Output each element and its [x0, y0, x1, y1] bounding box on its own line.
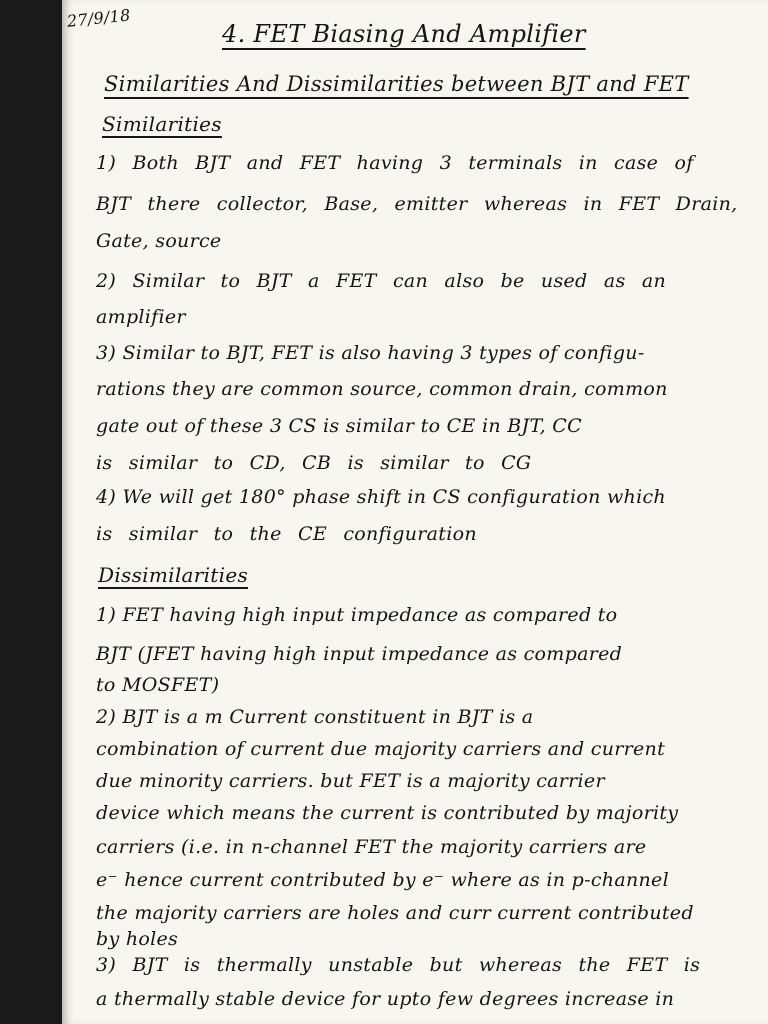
note-line: by holes — [96, 928, 179, 950]
dissimilarities-heading: Dissimilarities — [98, 563, 249, 587]
note-line: carriers (i.e. in n-channel FET the majority carriers are — [96, 836, 647, 858]
note-line: a thermally stable device for upto few degrees increase in — [96, 988, 675, 1010]
note-line: combination of current due majority carriers and current — [96, 738, 666, 760]
note-line: is similar to CD, CB is similar to CG — [96, 452, 532, 474]
note-line: rations they are common source, common drain, common — [96, 378, 668, 400]
note-line: Gate, source — [96, 230, 222, 252]
note-line: e⁻ hence current contributed by e⁻ where as in p-channel — [96, 869, 669, 891]
note-line: 2) BJT is a m Current constituent in BJT is a — [96, 706, 534, 728]
note-line: 2) Similar to BJT a FET can also be used as an — [96, 270, 667, 292]
note-line: gate out of these 3 CS is similar to CE in BJT, CC — [96, 415, 582, 437]
note-line: 3) BJT is thermally unstable but whereas the FET is — [96, 954, 701, 976]
note-line: 4) We will get 180° phase shift in CS configuration which — [96, 486, 666, 508]
note-line: to MOSFET) — [96, 674, 220, 696]
note-line: due minority carriers. but FET is a majority carrier — [96, 770, 605, 792]
note-line: BJT there collector, Base, emitter whereas in FET Drain, — [96, 193, 738, 215]
page-title: 4. FET Biasing And Amplifier — [222, 20, 586, 48]
note-line: 1) Both BJT and FET having 3 terminals in case of — [96, 152, 694, 174]
section-heading: Similarities And Dissimilarities between BJT and FET — [104, 72, 689, 96]
note-line: 1) FET having high input impedance as compared to — [96, 604, 618, 626]
note-line: amplifier — [96, 306, 186, 328]
note-line: is similar to the CE configuration — [96, 523, 477, 545]
note-line: 3) Similar to BJT, FET is also having 3 types of configu- — [96, 342, 645, 364]
date: 27/9/18 — [66, 5, 132, 31]
note-line: device which means the current is contributed by majority — [96, 802, 679, 824]
note-line: BJT (JFET having high input impedance as compared — [96, 643, 623, 665]
similarities-heading: Similarities — [102, 112, 222, 136]
note-line: the majority carriers are holes and curr current contributed — [96, 902, 694, 924]
